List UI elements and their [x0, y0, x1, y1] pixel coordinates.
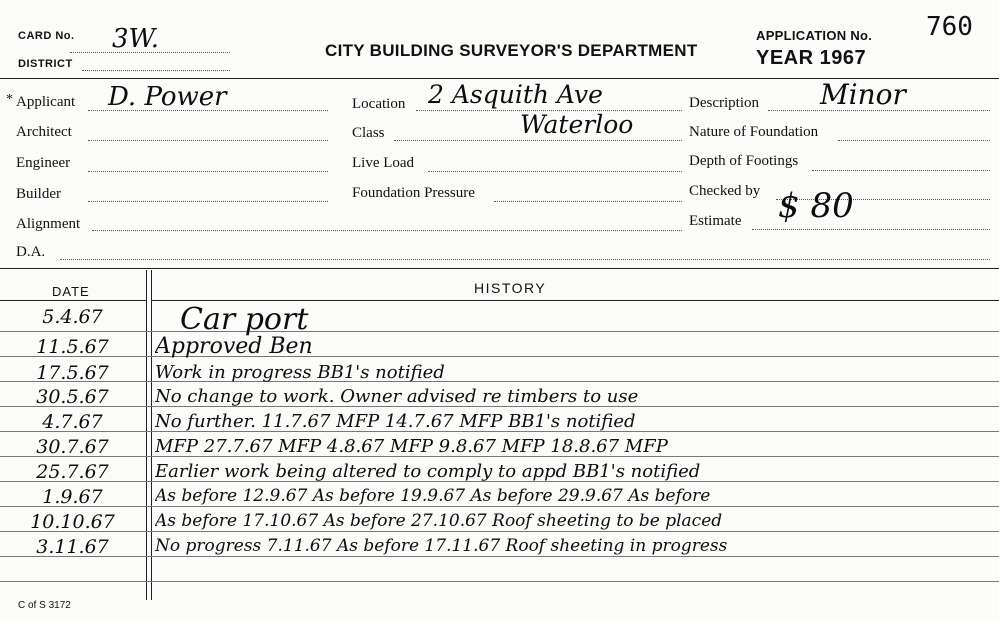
card-no-label: CARD No.: [18, 30, 75, 42]
department-title: CITY BUILDING SURVEYOR'S DEPARTMENT: [325, 41, 698, 60]
depth-of-footings-label: Depth of Footings: [689, 153, 799, 169]
location-label: Location: [352, 96, 406, 112]
district-dotted-line: [82, 70, 230, 71]
date-column-divider-a: [146, 270, 147, 600]
history-header-underline: [152, 300, 999, 301]
history-row-date: 4.7.67: [42, 411, 103, 433]
builder-label: Builder: [16, 186, 61, 202]
estimate-label: Estimate: [689, 213, 742, 229]
history-top-divider: [0, 268, 999, 269]
architect-label: Architect: [16, 124, 72, 140]
nature-of-foundation-dotted-line: [838, 140, 990, 141]
asterisk-mark: *: [6, 92, 13, 107]
nature-of-foundation-label: Nature of Foundation: [689, 124, 819, 140]
location-line2: Waterloo: [520, 110, 634, 139]
history-row-text: No progress 7.11.67 As before 17.11.67 Roof sheeting in progress: [155, 536, 728, 556]
builder-dotted-line: [88, 201, 328, 202]
application-number: 760: [926, 12, 973, 42]
history-row-date: 1.9.67: [42, 486, 103, 508]
foundation-pressure-label: Foundation Pressure: [352, 185, 475, 201]
district-label: DISTRICT: [18, 58, 73, 70]
history-row-date: 10.10.67: [30, 511, 115, 533]
applicant-label: Applicant: [16, 94, 76, 110]
history-row-text: As before 12.9.67 As before 19.9.67 As before 29.9.67 As before: [155, 486, 711, 506]
date-column-divider-b: [151, 270, 152, 600]
checked-by-label: Checked by: [689, 183, 761, 199]
history-row-date: 11.5.67: [36, 336, 109, 358]
engineer-dotted-line: [88, 171, 328, 172]
history-row-text: No further. 11.7.67 MFP 14.7.67 MFP BB1's notified: [155, 411, 636, 432]
history-rule: [0, 506, 999, 507]
date-column-header: DATE: [52, 284, 90, 299]
description-value: Minor: [820, 78, 906, 111]
application-label: APPLICATION No.: [756, 28, 873, 43]
year-label: YEAR 1967: [756, 47, 867, 69]
foundation-pressure-dotted-line: [494, 201, 682, 202]
alignment-label: Alignment: [16, 216, 81, 232]
applicant-value: D. Power: [108, 82, 227, 112]
history-row-text: No change to work. Owner advised re timbers to use: [155, 386, 639, 407]
da-dotted-line: [60, 259, 990, 260]
history-column-header: HISTORY: [474, 280, 547, 296]
description-label: Description: [689, 95, 759, 111]
architect-dotted-line: [88, 140, 328, 141]
da-label: D.A.: [16, 244, 46, 260]
history-rule: [0, 581, 999, 582]
depth-of-footings-dotted-line: [812, 170, 990, 171]
date-header-underline: [0, 300, 146, 301]
live-load-dotted-line: [428, 171, 682, 172]
history-row-text: MFP 27.7.67 MFP 4.8.67 MFP 9.8.67 MFP 18.8.67 MFP: [155, 436, 668, 457]
live-load-label: Live Load: [352, 155, 415, 171]
class-dotted-line: [394, 140, 682, 141]
history-rule: [0, 556, 999, 557]
class-label: Class: [352, 125, 385, 141]
history-row-date: 30.5.67: [36, 386, 109, 408]
history-row-text: Approved Ben: [155, 334, 313, 359]
history-row-date: 17.5.67: [36, 362, 109, 384]
history-row-text: Work in progress BB1's notified: [155, 362, 445, 383]
history-row-text: Car port: [180, 302, 309, 337]
estimate-value: $ 80: [778, 186, 854, 226]
engineer-label: Engineer: [16, 155, 71, 171]
form-code: C of S 3172: [18, 600, 71, 611]
estimate-dotted-line: [752, 229, 990, 230]
card-no-dotted-line: [70, 52, 230, 53]
card-no-value: 3W.: [112, 24, 159, 54]
history-row-date: 25.7.67: [36, 461, 109, 483]
history-rule: [0, 531, 999, 532]
location-line1: 2 Asquith Ave: [428, 80, 603, 109]
history-row-date: 5.4.67: [42, 306, 103, 328]
history-row-date: 3.11.67: [36, 536, 109, 558]
alignment-dotted-line: [92, 230, 682, 231]
history-row-date: 30.7.67: [36, 436, 109, 458]
history-row-text: Earlier work being altered to comply to appd BB1's notified: [155, 461, 701, 482]
history-row-text: As before 17.10.67 As before 27.10.67 Roof sheeting to be placed: [155, 511, 723, 531]
